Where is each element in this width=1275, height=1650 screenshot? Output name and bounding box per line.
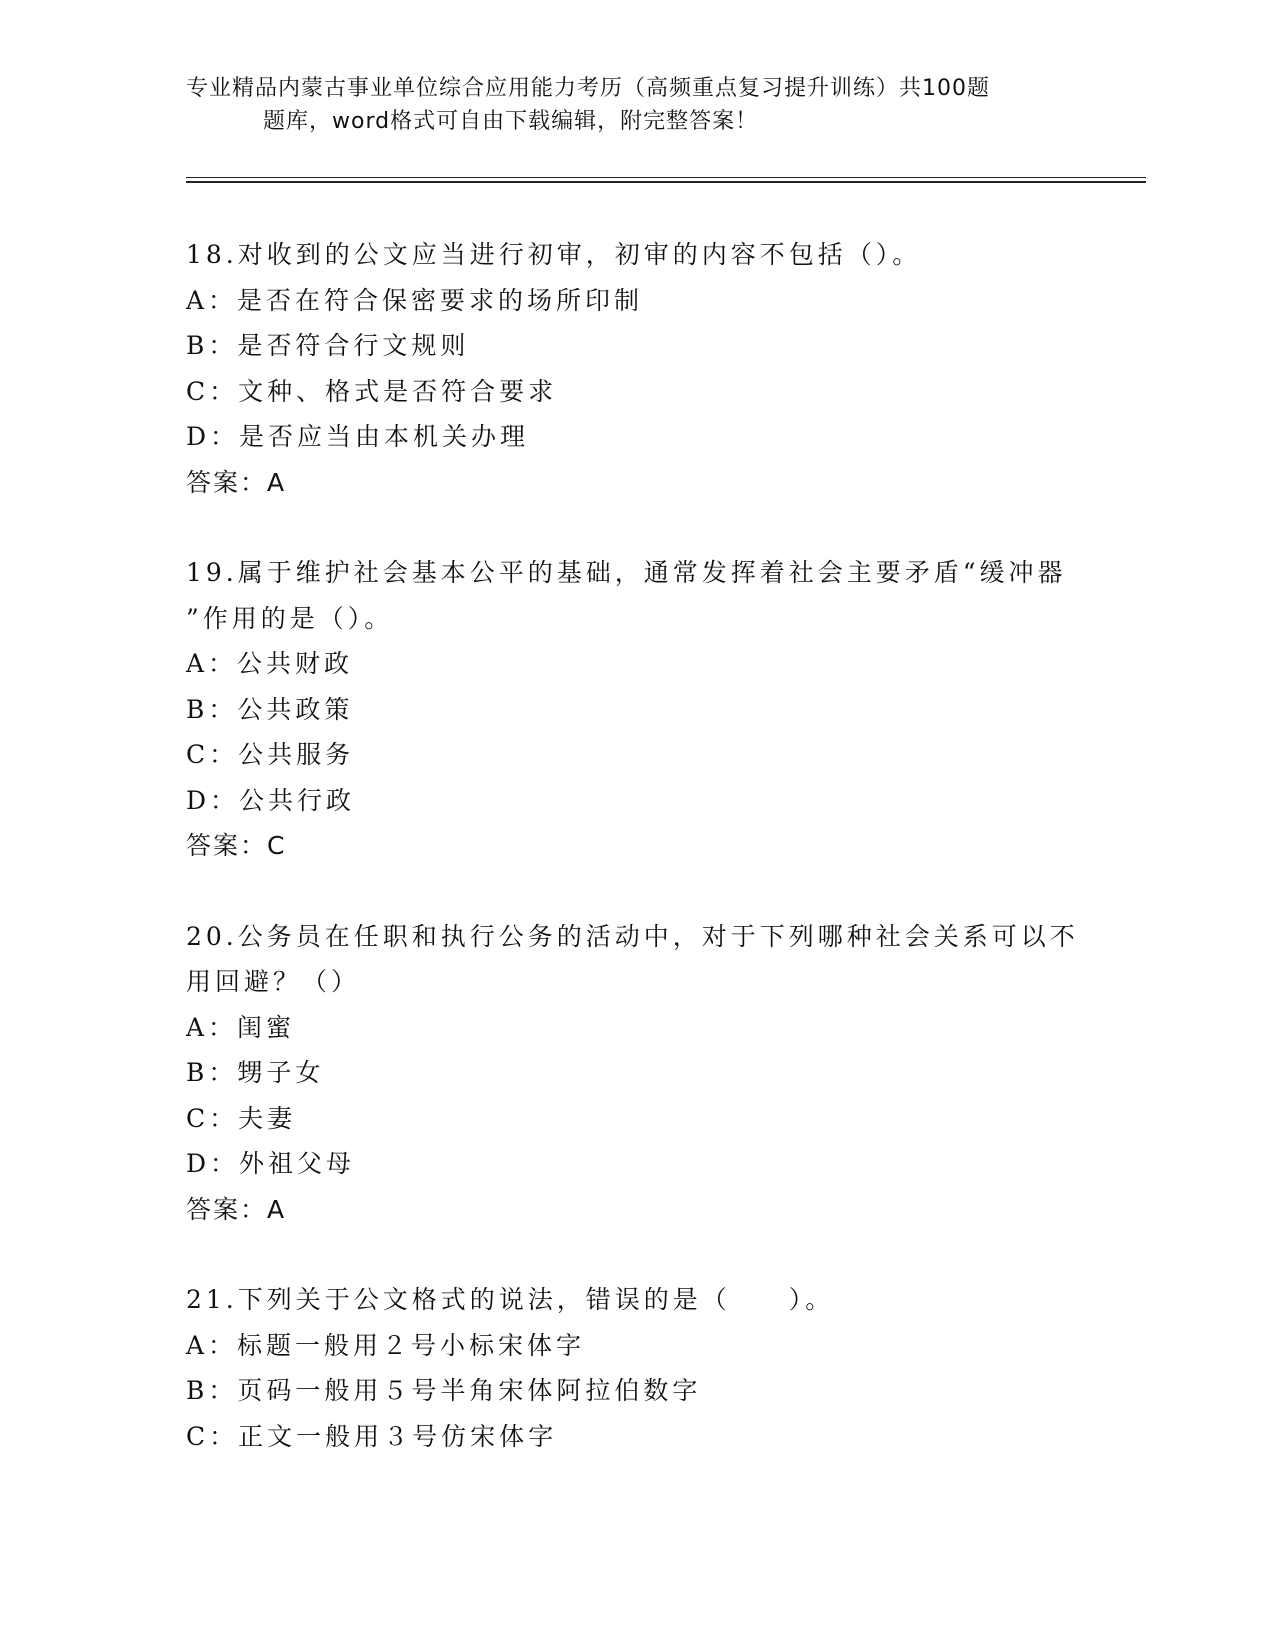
option-a: A：是否在符合保密要求的场所印制 bbox=[186, 285, 644, 315]
option-d: D：是否应当由本机关办理 bbox=[186, 422, 530, 451]
answer-label: 答案：A bbox=[186, 467, 287, 497]
question-18 bbox=[186, 232, 1086, 505]
option-c: C：正文一般用３号仿宋体字 bbox=[186, 1421, 558, 1451]
option-b: B：公共政策 bbox=[186, 694, 354, 724]
option-a: A：标题一般用２号小标宋体字 bbox=[186, 1330, 586, 1360]
option-c: C：夫妻 bbox=[186, 1103, 297, 1133]
question-text: 19.属于维护社会基本公平的基础，通常发挥着社会主要矛盾“缓冲器 bbox=[186, 558, 1067, 587]
header-title-line1: 专业精品内蒙古事业单位综合应用能力考历（高频重点复习提升训练）共100题 bbox=[186, 76, 990, 101]
option-b: B：页码一般用５号半角宋体阿拉伯数字 bbox=[186, 1376, 702, 1405]
question-text: 18.对收到的公文应当进行初审，初审的内容不包括（）。 bbox=[186, 240, 922, 269]
option-d: D：外祖父母 bbox=[186, 1149, 356, 1178]
question-text: 20.公务员在任职和执行公务的活动中，对于下列哪种社会关系可以不 bbox=[186, 921, 1079, 951]
header-divider-thin bbox=[186, 177, 1146, 178]
option-c: C：文种、格式是否符合要求 bbox=[186, 376, 558, 406]
answer-label: 答案：C bbox=[186, 831, 287, 860]
question-20 bbox=[186, 914, 1086, 1233]
answer-label: 答案：A bbox=[186, 1194, 287, 1224]
question-19 bbox=[186, 550, 1086, 869]
option-a: A：公共财政 bbox=[186, 649, 354, 678]
option-b: B：是否符合行文规则 bbox=[186, 331, 470, 360]
document-header bbox=[186, 72, 1086, 138]
question-text-continued: ”作用的是（）。 bbox=[186, 603, 394, 633]
question-text: 21.下列关于公文格式的说法，错误的是（ ）。 bbox=[186, 1285, 835, 1314]
option-c: C：公共服务 bbox=[186, 740, 355, 769]
question-list bbox=[186, 232, 1086, 1459]
option-d: D：公共行政 bbox=[186, 785, 356, 815]
header-title-line2: 题库，word格式可自由下载编辑，附完整答案！ bbox=[263, 109, 759, 134]
question-text-continued: 用回避？（） bbox=[186, 967, 361, 996]
option-b: B：甥子女 bbox=[186, 1058, 325, 1087]
header-divider-thick bbox=[186, 181, 1146, 183]
question-21 bbox=[186, 1277, 1086, 1459]
option-a: A：闺蜜 bbox=[186, 1012, 296, 1042]
